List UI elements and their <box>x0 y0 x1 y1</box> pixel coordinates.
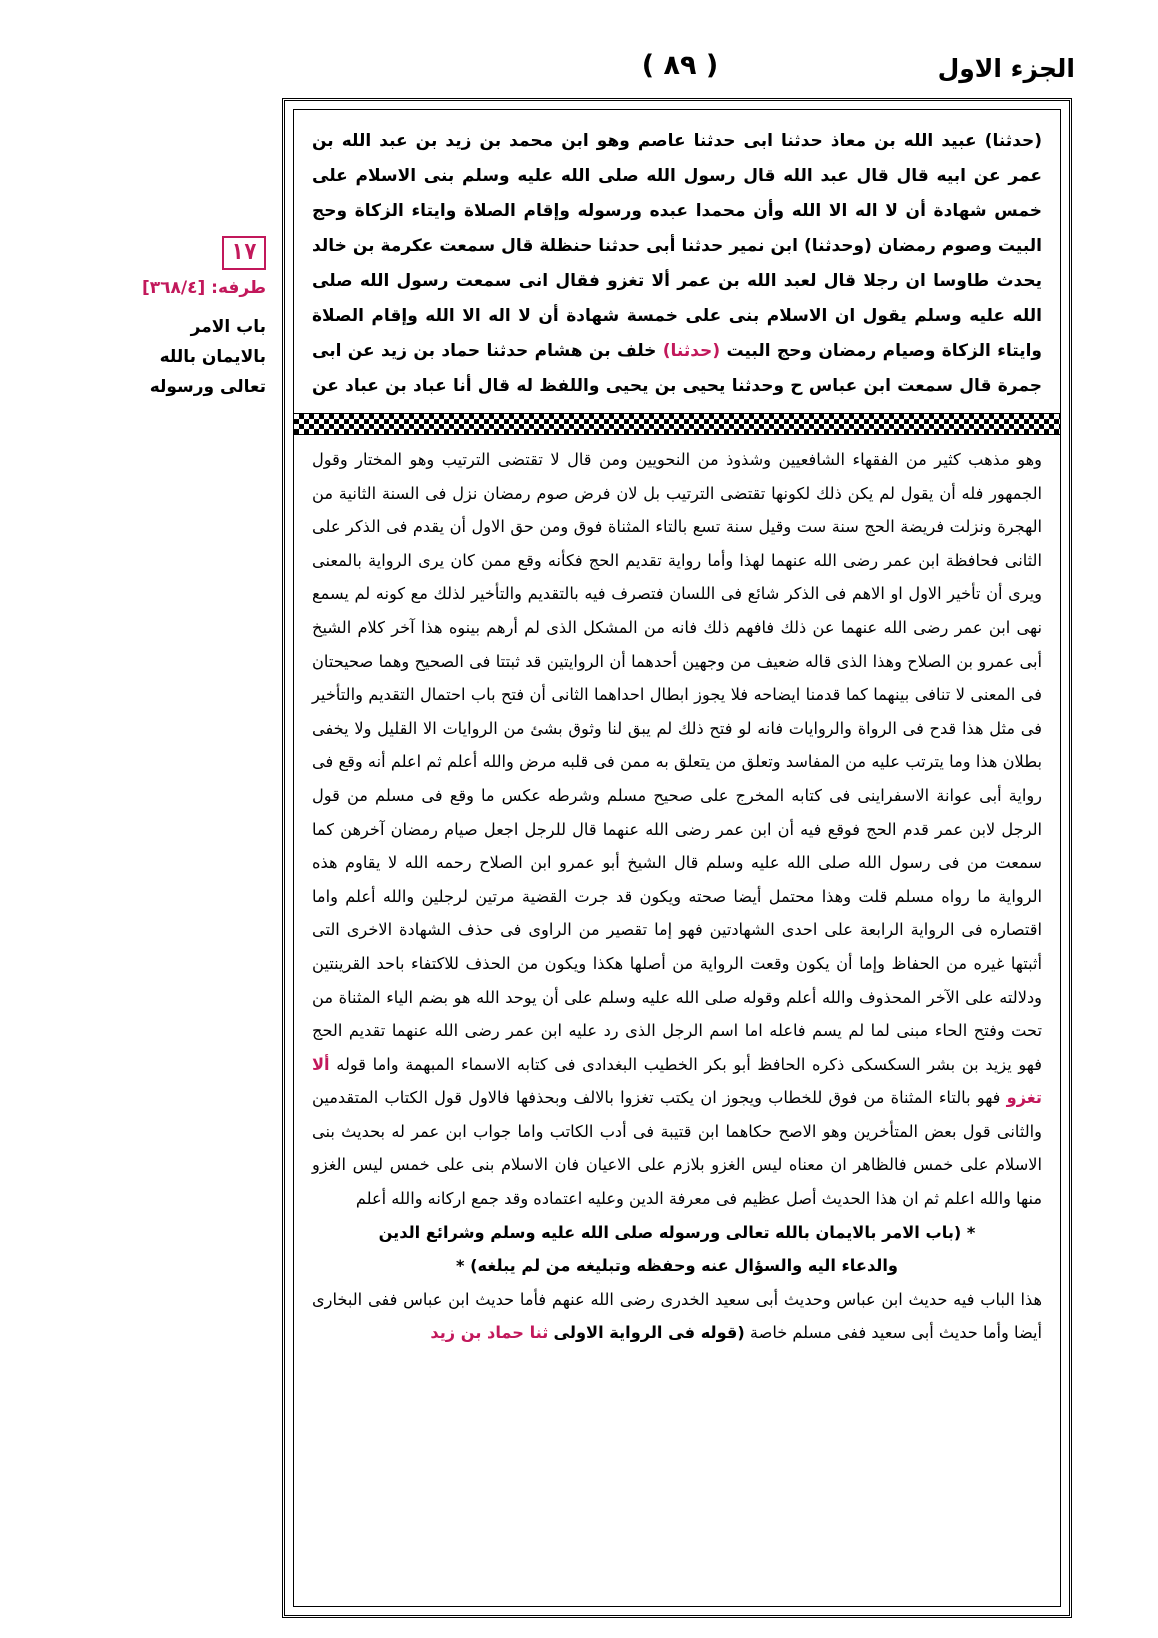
sharh-highlight: ألا تغزو <box>312 1054 1042 1108</box>
chapter-heading-line: * (باب الامر بالايمان بالله تعالى ورسوله صلى الله عليه وسلم وشرائع الدين <box>378 1222 976 1242</box>
page-header <box>285 48 1075 98</box>
chapter-heading <box>312 1216 1042 1283</box>
matn-text-block <box>312 124 1042 399</box>
matn-narrator-marker: (حدثنا) <box>662 341 721 361</box>
page-frame <box>282 98 1072 1618</box>
matn-text: (حدثنا) عبيد الله بن معاذ حدثنا ابى حدثنا عاصم وهو ابن محمد بن زيد بن عبد الله بن عمر عن ابيه قال قال عبد الله قال رسول الله صلى الله عليه وسلم بنى الاسلام على خمس شهادة أن لا اله الا الله وأن محمدا عبده ورسوله وإقام الصلاة وايتاء الزكاة وحج البيت وصوم رمضان (وحدثنا) ابن نمير حدثنا أبى حدثنا حنظلة قال سمعت عكرمة بن خالد يحدث طاوسا ان رجلا قال لعبد الله بن عمر ألا تغزو فقال انى سمعت رسول الله صلى الله عليه وسلم يقول ان الاسلام بنى على خمسة شهادة أن لا اله الا الله وإقام الصلاة وايتاء الزكاة وصيام رمضان وحج البيت <box>312 131 1042 361</box>
volume-label: الجزء الاول <box>937 54 1075 83</box>
chapter-heading-line: والدعاء اليه والسؤال عنه وحفظه وتبليغه من لم يبلغه) * <box>456 1256 898 1276</box>
page-number: ( ٨٩ ) <box>641 50 719 81</box>
sharh-commentary-block <box>312 443 1042 1596</box>
hadith-number-badge: ١٧ <box>222 236 267 270</box>
sharh-quote-marker: (قوله فى الرواية الاولى <box>553 1323 745 1343</box>
sharh-paragraph <box>312 1283 1042 1350</box>
sharh-text: هذا الباب فيه حديث ابن عباس وحديث أبى سعيد الخدرى رضى الله عنهم فأما حديث ابن عباس ففى البخارى أيضا وأما حديث أبى سعيد ففى مسلم خاصة <box>312 1289 1042 1343</box>
margin-notes <box>140 236 266 402</box>
margin-chapter-title: باب الامر بالايمان بالله تعالى ورسوله <box>149 317 266 397</box>
inner-frame <box>293 109 1061 1607</box>
matn-tail: خلف بن هشام حدثنا حماد بن زيد عن ابى جمرة قال سمعت ابن عباس ح وحدثنا يحيى بن يحيى واللفظ له قال أنا عباد بن عباد عن <box>312 341 1042 396</box>
sharh-paragraph <box>312 443 1042 1216</box>
taraf-reference: طرفه: [٣٦٨/٤] <box>141 278 266 298</box>
checkered-divider <box>294 413 1060 435</box>
sharh-text: وهو مذهب كثير من الفقهاء الشافعيين وشذوذ من النحويين ومن قال لا تقتضى الترتيب وهو المختار وقول الجمهور فله أن يقول لم يكن ذلك لكونها تقتضى الترتيب بل لان فرض صوم رمضان نزل فى السنة الثانية من الهجرة ونزلت فريضة الحج سنة ست وقيل سنة تسع بالتاء المثناة فوق ومن حق الاول أن يقدم فى الذكر على الثانى فحافظة ابن عمر رضى الله عنهما لهذا وأما رواية تقديم الحج فكأنه وقع ممن كان يرى الرواية بالمعنى ويرى أن تأخير الاول او الاهم فى الذكر شائع فى اللسان فتصرف فيه بالتقديم والتأخير لذلك مع كونه لم يسمع نهى ابن عمر رضى الله عنهما عن ذلك فافهم ذلك فانه من المشكل الذى لم أرهم بينوه هذا آخر كلام الشيخ أبى عمرو بن الصلاح وهذا الذى قاله ضعيف من وجهين أحدهما أن الروايتين قد ثبتتا فى الصحيح وهما صحيحتان فى المعنى لا تنافى بينهما كما قدمنا ايضاحه فلا يجوز ابطال احداهما الثانى أن فتح باب احتمال التقديم والتأخير فى مثل هذا قدح فى الرواة والروايات فانه لو فتح ذلك لم يبق لنا وثوق بشئ من الروايات الا القليل ولا يخفى بطلان هذا وما يترتب عليه من المفاسد وتعلق من يتعلق به ممن فى قلبه مرض والله أعلم ثم اعلم أنه وقع فى رواية أبى عوانة الاسفراينى فى كتابه المخرج على صحيح مسلم وشرطه عكس ما وقع فى مسلم من قول الرجل لابن عمر قدم الحج فوقع فيه أن ابن عمر رضى الله عنهما قال للرجل اجعل صيام رمضان آخرهن كما سمعت من فى رسول الله صلى الله عليه وسلم قال الشيخ أبو عمرو ابن الصلاح رحمه الله لا يقاوم هذه الرواية ما رواه مسلم قلت وهذا محتمل أيضا صحته ويكون قد جرت القضية مرتين لرجلين والله أعلم واما اقتصاره فى الرواية الرابعة على احدى الشهادتين فهو إما تقصير من الراوى فى حذف الشهادة الاخرى التى أثبتها غيره من الحفاظ وإما أن يكون وقعت الرواية من أصلها هكذا ويكون من الحذف للاكتفاء باحد القرينتين ودلالته على الآخر المحذوف والله أعلم وقوله صلى الله عليه وسلم على أن يوحد الله هو بضم الياء المثناة من تحت وفتح الحاء مبنى لما لم يسم فاعله اما اسم الرجل الذى رد عليه ابن عمر رضى الله عنهما تقديم الحج فهو يزيد بن بشر السكسكى ذكره الحافظ أبو بكر الخطيب البغدادى فى كتابه الاسماء المبهمة واما قوله <box>312 450 1042 1074</box>
sharh-highlight: ثنا حماد بن زيد <box>430 1323 549 1343</box>
sharh-text: فهو بالتاء المثناة من فوق للخطاب ويجوز ان يكتب تغزوا بالالف وبحذفها فالاول قول الكتاب المتقدمين والثانى قول بعض المتأخرين وهو الاصح حكاهما ابن قتيبة فى أدب الكاتب واما جواب ابن عمر له بحديث بنى الاسلام على خمس فالظاهر ان معناه ليس الغزو بلازم على الاعيان فان الاسلام بنى على خمس ليس الغزو منها والله اعلم ثم ان هذا الحديث أصل عظيم فى معرفة الدين وعليه اعتماده وقد جمع اركانه والله أعلم <box>312 1088 1042 1209</box>
